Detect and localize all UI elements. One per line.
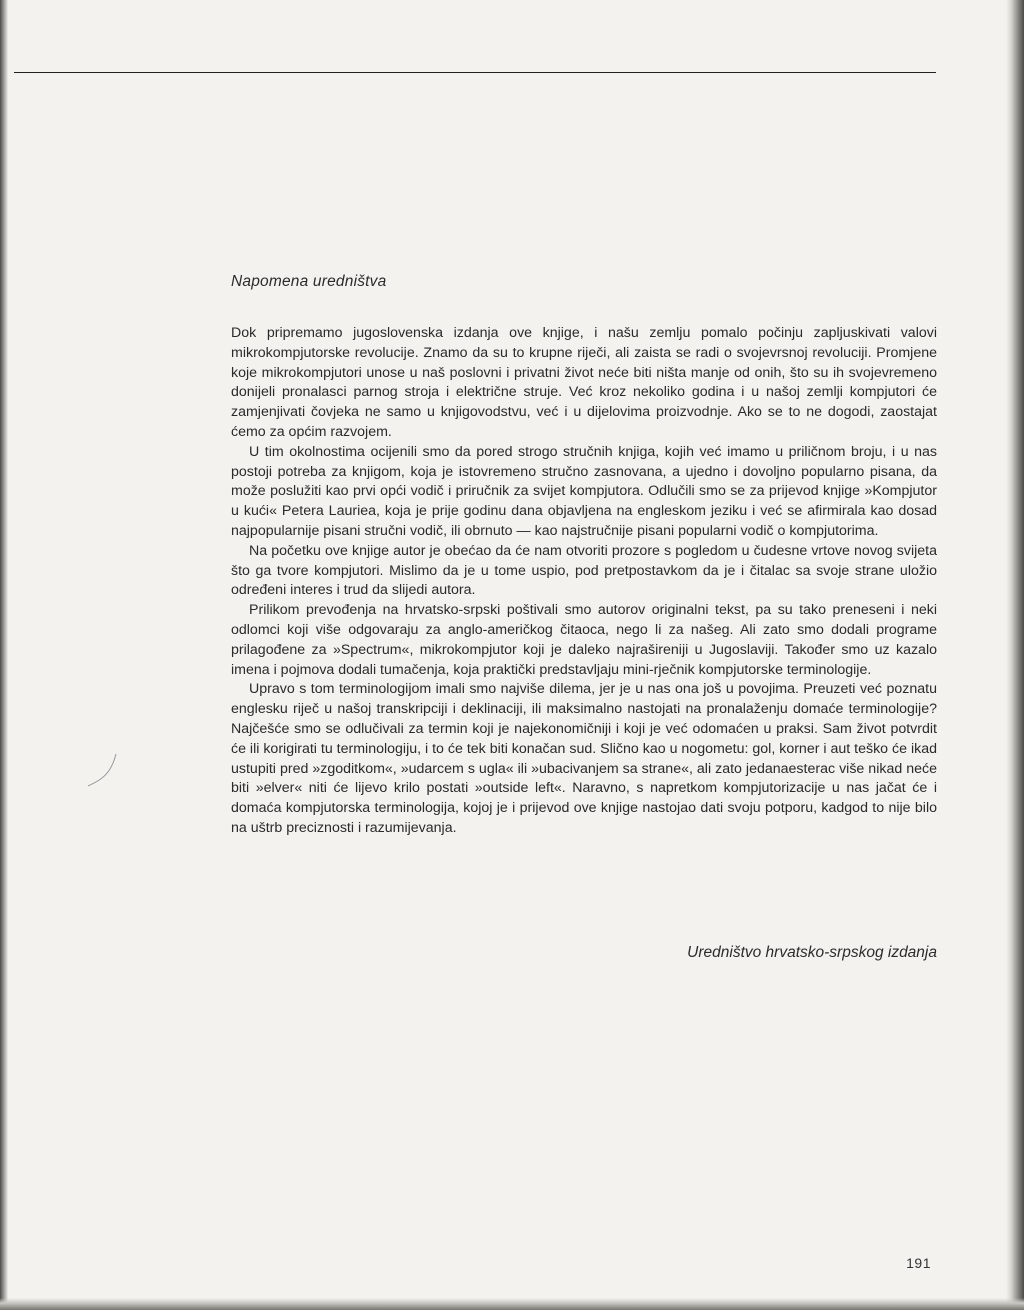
editorial-note-body bbox=[231, 324, 937, 839]
paragraph-2: U tim okolnostima ocijenili smo da pored strogo stručnih knjiga, kojih već imamo u priličnom broju, i u nas postoji potreba za knjigom, koja je istovremeno stručno zasnovana, a ujedno i dovoljno popularno pisana, da može poslužiti kao prvi opći vodič i priručnik za svijet kompjutora. Odlučili smo se za prijevod knjige »Kompjutor u kući« Petera Lauriea, koja je prije godinu dana objavljena na engleskom jeziku i već se afirmirala kao dosad najpopularnije pisani stručni vodič, ili obrnuto — kao najstručnije pisani popularni vodič o kompjutorima. bbox=[231, 443, 937, 539]
paragraph-1: Dok pripremamo jugoslovenska izdanja ove knjige, i našu zemlju pomalo počinju zapljuskivati valovi mikrokompjutorske revolucije. Znamo da su to krupne riječi, ali zaista se radi o svojevrsnoj revoluciji. Promjene koje mikrokompjutori unose u naš poslovni i privatni život neće biti ništa manje od onih, što su ih svojevremeno donijeli pronalasci parnog stroja i električne struje. Već kroz nekoliko godina i u našoj zemlji kompjutori će zamjenjivati čovjeka ne samo u knjigovodstvu, već i u dijelovima proizvodnje. Ako se to ne dogodi, zaostajat ćemo za općim razvojem. bbox=[231, 325, 937, 440]
page-right-edge bbox=[1006, 0, 1024, 1310]
paragraph-3: Na početku ove knjige autor je obećao da će nam otvoriti prozore s pogledom u čudesne vrtove novog svijeta što ga tvore kompjutori. Mislimo da je u tome uspio, pod pretpostavkom da je i čitalac sa svoje strane uložio određeni interes i trud da slijedi autora. bbox=[231, 542, 937, 599]
editorial-signature: Uredništvo hrvatsko-srpskog izdanja bbox=[687, 944, 937, 961]
page-number: 191 bbox=[906, 1255, 931, 1271]
page-bottom-edge bbox=[0, 1298, 1024, 1310]
top-rule-divider bbox=[14, 72, 936, 73]
paragraph-5: Upravo s tom terminologijom imali smo najviše dilema, jer je u nas ona još u povojima. Preuzeti već poznatu englesku riječ u našoj transkripciji i deklinaciji, ili maksimalno nastojati na pronalaženju domaće terminologije? Najčešće smo se odlučivali za termin koji je najekonomičniji i koji je već odomaćen u praksi. Sam život potvrdit će ili korigirati tu terminologiju, i to će tek biti konačan sud. Slično kao u nogometu: gol, korner i aut teško će ikad ustupiti pred »zgoditkom«, »udarcem s ugla« ili »ubacivanjem sa strane«, ali zato jedanaesterac više nikad neće biti »elver« niti će lijevo krilo postati »outside left«. Naravno, s napretkom kompjutorizacije u nas jačat će i domaća kompjutorska terminologija, kojoj je i prijevod ove knjige nastojao dati svoju potporu, kadgod to nije bilo na uštrb preciznosti i razumijevanja. bbox=[231, 681, 937, 836]
pencil-mark bbox=[86, 752, 118, 788]
page-binding-shadow bbox=[0, 0, 8, 1310]
paragraph-4: Prilikom prevođenja na hrvatsko-srpski poštivali smo autorov originalni tekst, pa su tako preneseni i neki odlomci koji više odgovaraju za anglo-američkog čitaoca, nego li za našeg. Ali zato smo dodali programe prilagođene za »Spectrum«, mikrokompjutor koji je daleko najrašireniji u Jugoslaviji. Također smo uz kazalo imena i pojmova dodali tumačenja, koja praktički predstavljaju mini-rječnik kompjutorske terminologije. bbox=[231, 602, 937, 678]
page-title: Napomena uredništva bbox=[231, 273, 387, 290]
